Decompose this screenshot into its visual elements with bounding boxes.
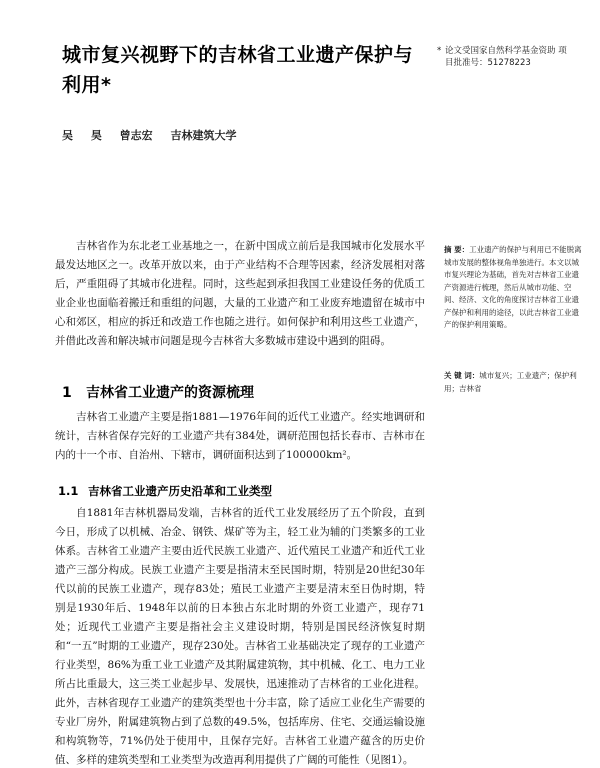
keywords-label: 关 键 词： xyxy=(444,371,480,380)
body-paragraph: 自1881年吉林机器局发端，吉林省的近代工业发展经历了五个阶段，直到今日，形成了以机械、冶金、钢铁、煤矿等为主，轻工业为辅的门类繁多的工业体系。吉林省工业遗产主要由近代民族工业遗产、近代殖民工业遗产和近代工业遗产三部分构成。民族工业遗产主要是指清末至民国时期，特别是20世纪30年代以前的民族工业遗产，现存83处；殖民工业遗产主要是清末至日伪时期，特别是1930年后、1948年以前的日本独占东北时期的外资工业遗产，现存71处；近现代工业遗产主要是指社会主义建设时期，特别是国民经济恢复时期和“一五”时期的工业遗产，现存230处。吉林省工业基础决定了现存的工业遗产行业类型，86%为重工业工业遗产及其附属建筑物，其中机械、化工、电力工业所占比重最大，这三类工业起步早、发展快，迅速推动了吉林省的工业化进程。此外，吉林省现存工业遗产的建筑类型也十分丰富，除了适应工业化生产需要的专业厂房外，附属建筑物占到了总数的49.5%，包括库房、住宅、交通运输设施和构筑物等，71%仍处于使用中，且保存完好。吉林省工业遗产蕴含的历史价值、多样的建筑类型和工业类型为改造再利用提供了广阔的可能性（见图1）。 xyxy=(55,507,425,766)
intro-paragraph: 吉林省作为东北老工业基地之一，在新中国成立前后是我国城市化发展水平最发达地区之一。改革开放以来，由于产业结构不合理等因素，经济发展相对落后，严重阻碍了其城市化进程。同时，这些起到承担我国工业建设任务的优质工业企业也面临着搬迁和重组的问题，大量的工业遗产和工业废弃地遗留在城市中心和郊区，相应的拆迁和改造工作也随之进行。如何保护和利用这些工业遗产，并借此改善和解决城市问题是现今吉林省大多数城市建设中遇到的阻碍。 xyxy=(55,240,425,347)
side-keywords xyxy=(444,370,584,395)
article-title: 城市复兴视野下的吉林省工业遗产保护与利用* xyxy=(62,44,414,96)
abstract-label: 摘 要： xyxy=(444,245,470,254)
authors-line: 吴 昊 曾志宏 吉林建筑大学 xyxy=(62,129,237,142)
section-heading xyxy=(62,382,422,402)
footnote-star: * xyxy=(437,46,442,56)
subsection-number: 1.1 xyxy=(58,484,79,498)
section-number: 1 xyxy=(62,385,72,401)
subsection-title: 吉林省工业遗产历史沿革和工业类型 xyxy=(88,484,272,498)
abstract-text: 工业遗产的保护与利用已不能脱离城市发展的整体视角单独进行。本文以城市复兴理论为基础，首先对吉林省工业遗产资源进行梳理，然后从城市功能、空间、经济、文化的角度探讨吉林省工业遗产保护和利用的途径，以此吉林省工业遗产的保护利用策略。 xyxy=(444,245,582,329)
section-title: 吉林省工业遗产的资源梳理 xyxy=(86,385,254,401)
funding-footnote xyxy=(437,45,575,69)
keywords-text: 城市复兴；工业遗产；保护利用；吉林省 xyxy=(444,371,577,393)
body-paragraph: 吉林省工业遗产主要是指1881—1976年间的近代工业遗产。经实地调研和统计，吉林省保存完好的工业遗产共有384处，调研范围包括长春市、吉林市在内的十一个市、自治州、下辖市，调研面积达到了100000km²。 xyxy=(55,411,425,461)
side-abstract xyxy=(444,244,584,332)
footnote-text: 论文受国家自然科学基金资助 项目批准号：51278223 xyxy=(445,46,567,68)
subsection-heading xyxy=(58,483,418,499)
